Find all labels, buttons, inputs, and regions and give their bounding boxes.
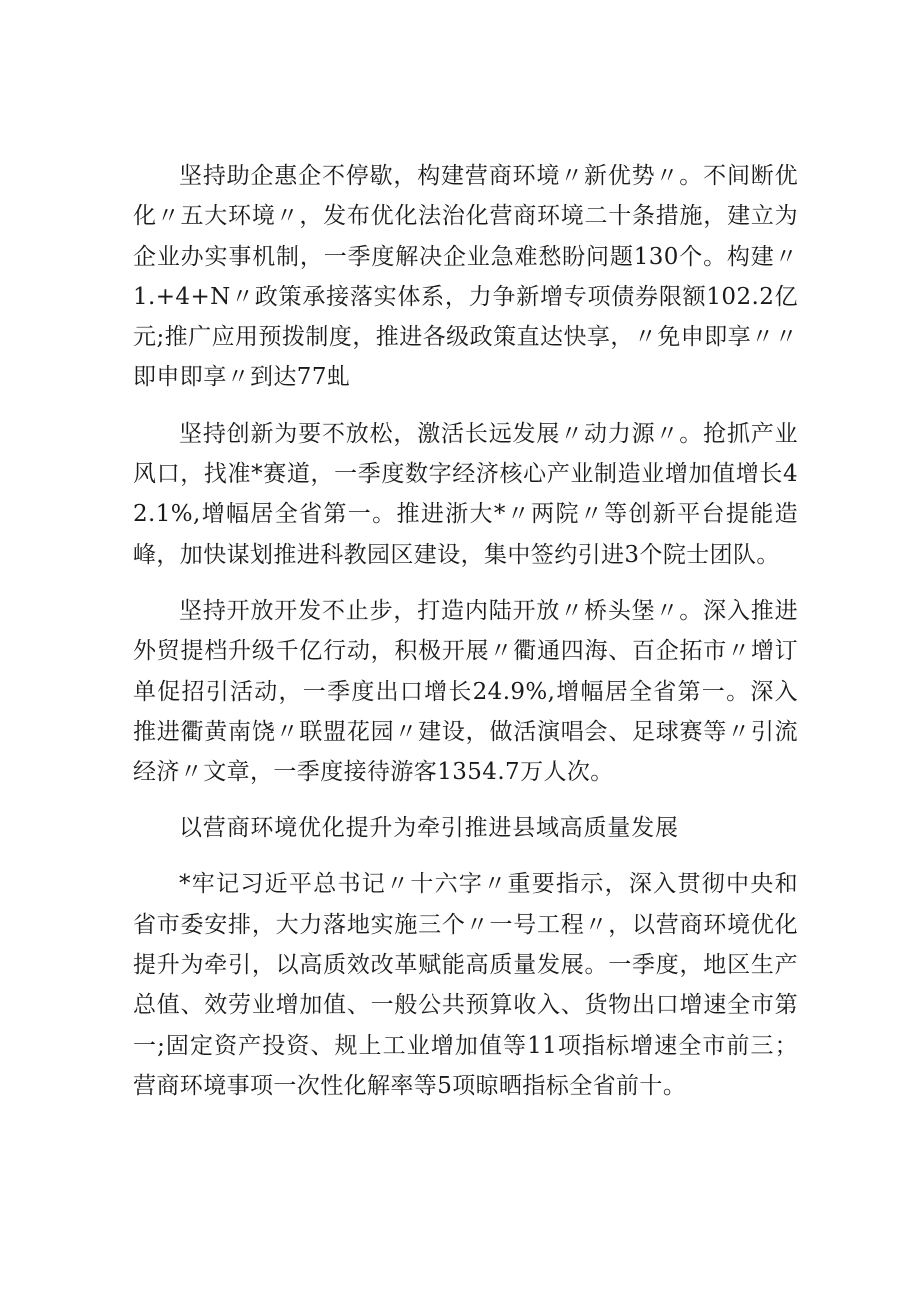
paragraph-summary: *牢记习近平总书记〃十六字〃重要指示，深入贯彻中央和省市委安排，大力落地实施三个〃一号工程〃，以营商环境优化提升为牵引，以高质效改革赋能高质量发展。一季度，地区生产总值、效劳业增加值、一般公共预算收入、货物出口增速全市第一;固定资产投资、规上工业增加值等11项指标增速全市前三；营商环境事项一次性化解率等5项晾晒指标全省前十。 — [133, 871, 798, 1099]
section-subheading: 以营商环境优化提升为牵引推进县域高质量发展 — [179, 815, 679, 842]
document-body — [133, 156, 798, 1122]
paragraph-business-support: 坚持助企惠企不停歇，构建营商环境〃新优势〃。不间断优化〃五大环境〃，发布优化法治化营商环境二十条措施，建立为企业办实事机制，一季度解决企业急难愁盼问题130个。构建〃1.+4+N〃政策承接落实体系，力争新增专项债券限额102.2亿元;推广应用预拨制度，推进各级政策直达快享，〃免申即享〃〃即申即享〃到达77虬 — [133, 163, 798, 391]
paragraph-innovation: 坚持创新为要不放松，激活长远发展〃动力源〃。抢抓产业风口，找准*赛道，一季度数字经济核心产业制造业增加值增长42.1%,增幅居全省第一。推进浙大*〃两院〃等创新平台提能造峰，加快谋划推进科教园区建设，集中签约引进3个院士团队。 — [133, 420, 798, 568]
paragraph-opening-up: 坚持开放开发不止步，打造内陆开放〃桥头堡〃。深入推进外贸提档升级千亿行动，积极开展〃衢通四海、百企拓市〃增订单促招引活动，一季度出口增长24.9%,增幅居全省第一。深入推进衢黄南饶〃联盟花园〃建设，做活演唱会、足球赛等〃引流经济〃文章，一季度接待游客1354.7万人次。 — [133, 597, 798, 786]
